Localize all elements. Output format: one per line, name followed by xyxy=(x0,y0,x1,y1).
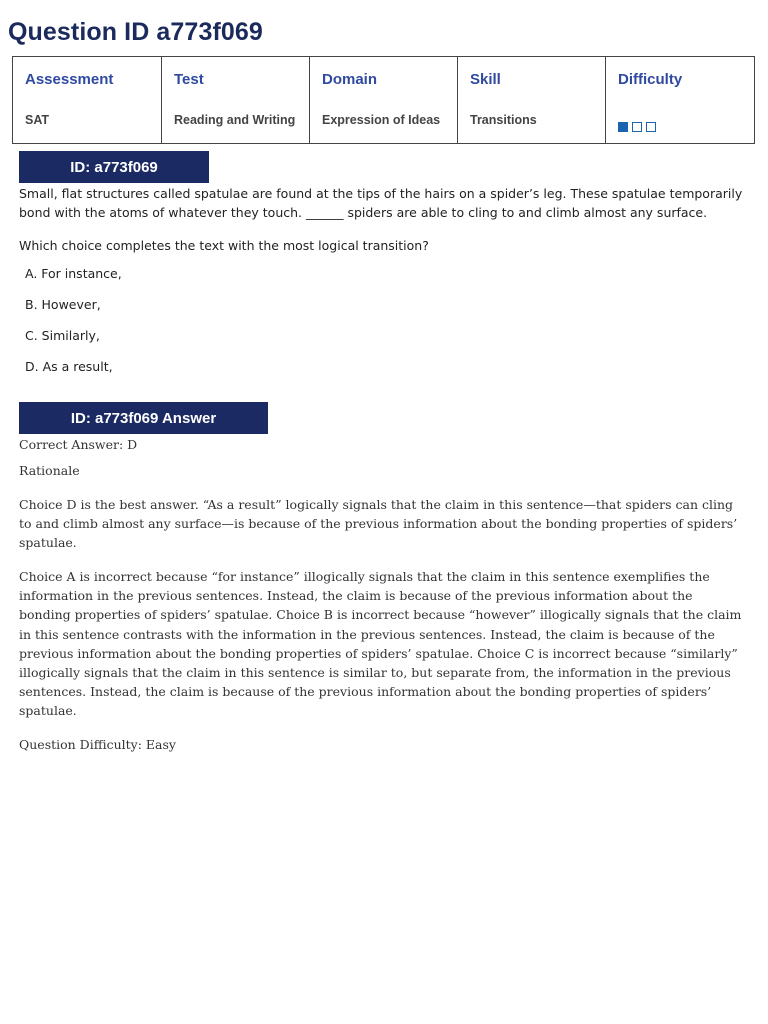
question-meta-table xyxy=(12,56,755,144)
meta-value-skill: Transitions xyxy=(470,113,537,127)
meta-header-skill: Skill xyxy=(470,71,501,88)
difficulty-indicator xyxy=(618,122,656,132)
question-passage: Small, flat structures called spatulae are found at the tips of the hairs on a spider’s leg. These spatulae temporarily bond with the atoms of whatever they touch. ______ spiders are able to cling to and climb almost any surface. xyxy=(19,186,743,220)
meta-value-domain: Expression of Ideas xyxy=(322,113,441,127)
meta-value-assessment: SAT xyxy=(25,113,50,127)
question-difficulty: Question Difficulty: Easy xyxy=(19,737,176,752)
difficulty-empty-square-icon xyxy=(632,122,642,132)
answer-choice-c: C. Similarly, xyxy=(25,328,100,343)
meta-header-test: Test xyxy=(174,71,204,88)
rationale-heading: Rationale xyxy=(19,463,80,478)
answer-choice-b: B. However, xyxy=(25,297,101,312)
answer-id-banner: ID: a773f069 Answer xyxy=(19,402,268,434)
rationale-paragraph-2: Choice A is incorrect because “for instance” illogically signals that the claim in this sentence exemplifies the information in the previous sentences. Instead, the claim is because of the previous information about the bonding properties of spiders’ spatulae. Choice B is incorrect because “however” illogically signals that the claim in this sentence contrasts with the information in the previous sentences. Instead, the claim is because of the previous information about the bonding properties of spiders’ spatulae. Choice C is incorrect because “similarly” illogically signals that the claim in this sentence is similar to, but separate from, the information in the previous sentences. Instead, the claim is because of the previous information about the bonding properties of spiders’ spatulae. xyxy=(19,569,742,719)
meta-header-difficulty: Difficulty xyxy=(618,71,683,88)
correct-answer: Correct Answer: D xyxy=(19,437,138,452)
question-id-banner: ID: a773f069 xyxy=(19,151,209,183)
answer-choice-d: D. As a result, xyxy=(25,359,113,374)
meta-cell-domain xyxy=(310,57,457,143)
difficulty-filled-square-icon xyxy=(618,122,628,132)
meta-header-domain: Domain xyxy=(322,71,378,88)
page-title: Question ID a773f069 xyxy=(8,18,263,46)
rationale-paragraph-1: Choice D is the best answer. “As a result” logically signals that the claim in this sentence—that spiders can cling to and climb almost any surface—is because of the previous information about the bonding properties of spiders’ spatulae. xyxy=(19,497,738,551)
question-prompt: Which choice completes the text with the most logical transition? xyxy=(19,238,429,253)
meta-header-assessment: Assessment xyxy=(25,71,114,88)
difficulty-empty-square-icon xyxy=(646,122,656,132)
meta-cell-difficulty xyxy=(606,57,754,143)
meta-value-test: Reading and Writing xyxy=(174,113,296,127)
meta-cell-assessment xyxy=(13,57,161,143)
meta-cell-skill xyxy=(458,57,605,143)
answer-choice-a: A. For instance, xyxy=(25,266,122,281)
meta-cell-test xyxy=(162,57,309,143)
